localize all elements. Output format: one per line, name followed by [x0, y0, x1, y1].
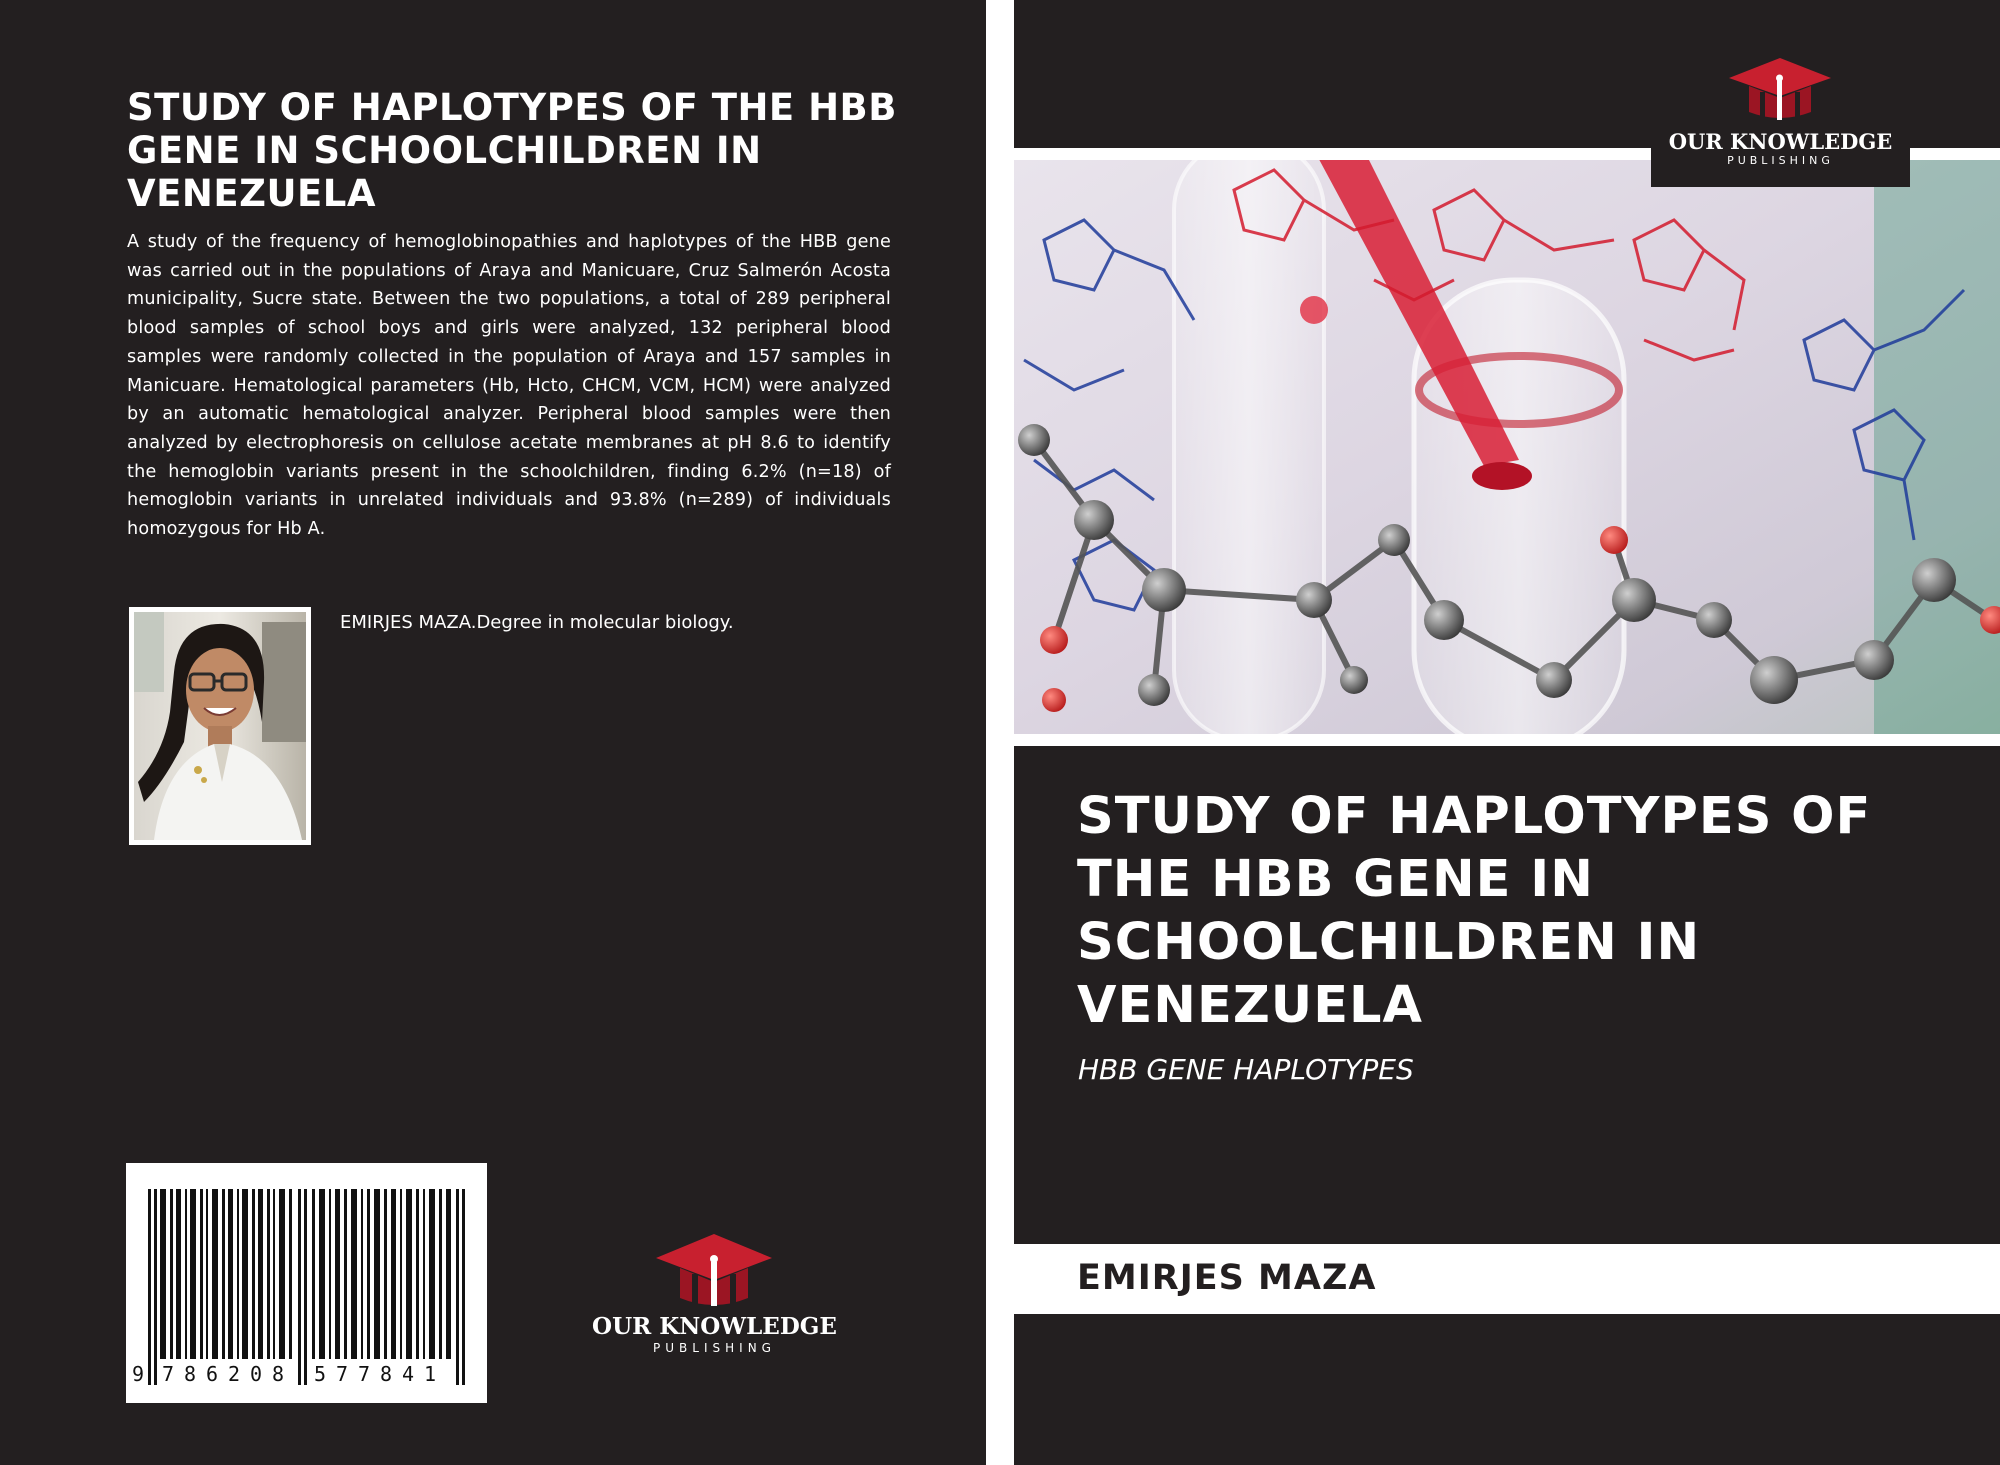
front-publisher-name: OUR KNOWLEDGE: [1668, 129, 1893, 154]
back-publisher-sub: PUBLISHING: [653, 1341, 776, 1355]
front-publisher-logo: [1651, 52, 1910, 187]
back-cover-blurb: A study of the frequency of hemoglobinopathies and haplotypes of the HBB gene was carried out in the populations of Araya and Manicuare, Cruz Salmerón Acosta municipality, Sucre state. Between the two populations, a total of 289 peripheral blood samples of school boys and girls were analyzed, 132 peripheral blood samples were randomly collected in the population of Araya and 157 samples in Manicuare. Hematological parameters (Hb, Hcto, CHCM, VCM, HCM) were analyzed by an automatic hematological analyzer. Peripheral blood samples were then analyzed by electrophoresis on cellulose acetate membranes at pH 8.6 to identify the hemoglobin variants present in the schoolchildren, finding 6.2% (n=18) of hemoglobin variants in unrelated individuals and 93.8% (n=289) of individuals homozygous for Hb A.: [127, 232, 891, 540]
barcode-digit: 2: [228, 1362, 241, 1386]
barcode-digit: 5: [314, 1362, 327, 1386]
barcode-digit: 9: [132, 1362, 145, 1386]
barcode-digit: 6: [206, 1362, 219, 1386]
front-publisher-sub: PUBLISHING: [1727, 154, 1834, 167]
isbn-barcode: [126, 1163, 487, 1403]
front-cover-bottom-band: [1014, 1314, 2000, 1465]
back-cover-title: STUDY OF HAPLOTYPES OF THE HBB GENE IN SCHOOLCHILDREN IN VENEZUELA: [127, 86, 897, 215]
front-cover-image: [1014, 160, 2000, 734]
author-bio: EMIRJES MAZA.Degree in molecular biology.: [340, 612, 734, 633]
graduation-cap-logo-icon: [1651, 52, 1910, 128]
barcode-digit: 4: [402, 1362, 415, 1386]
front-cover-author: EMIRJES MAZA: [1077, 1258, 1377, 1298]
barcode-digit: 7: [162, 1362, 175, 1386]
back-publisher-logo: [592, 1232, 837, 1356]
barcode-digit: 7: [336, 1362, 349, 1386]
author-photo: [129, 607, 311, 845]
barcode-digit: 0: [250, 1362, 263, 1386]
front-cover-subtitle: HBB GENE HAPLOTYPES: [1078, 1053, 1414, 1086]
barcode-digit: 8: [380, 1362, 393, 1386]
front-cover-title: STUDY OF HAPLOTYPES OF THE HBB GENE IN SCHOOLCHILDREN IN VENEZUELA: [1077, 787, 1872, 1035]
graduation-cap-logo-icon: [592, 1232, 837, 1312]
barcode-digit: 8: [184, 1362, 197, 1386]
barcode-digit: 7: [358, 1362, 371, 1386]
spine-gap: [986, 0, 1014, 1465]
barcode-digits: [126, 1362, 487, 1386]
barcode-digit: 1: [424, 1362, 437, 1386]
back-publisher-name: OUR KNOWLEDGE: [592, 1313, 837, 1340]
barcode-digit: 8: [272, 1362, 285, 1386]
